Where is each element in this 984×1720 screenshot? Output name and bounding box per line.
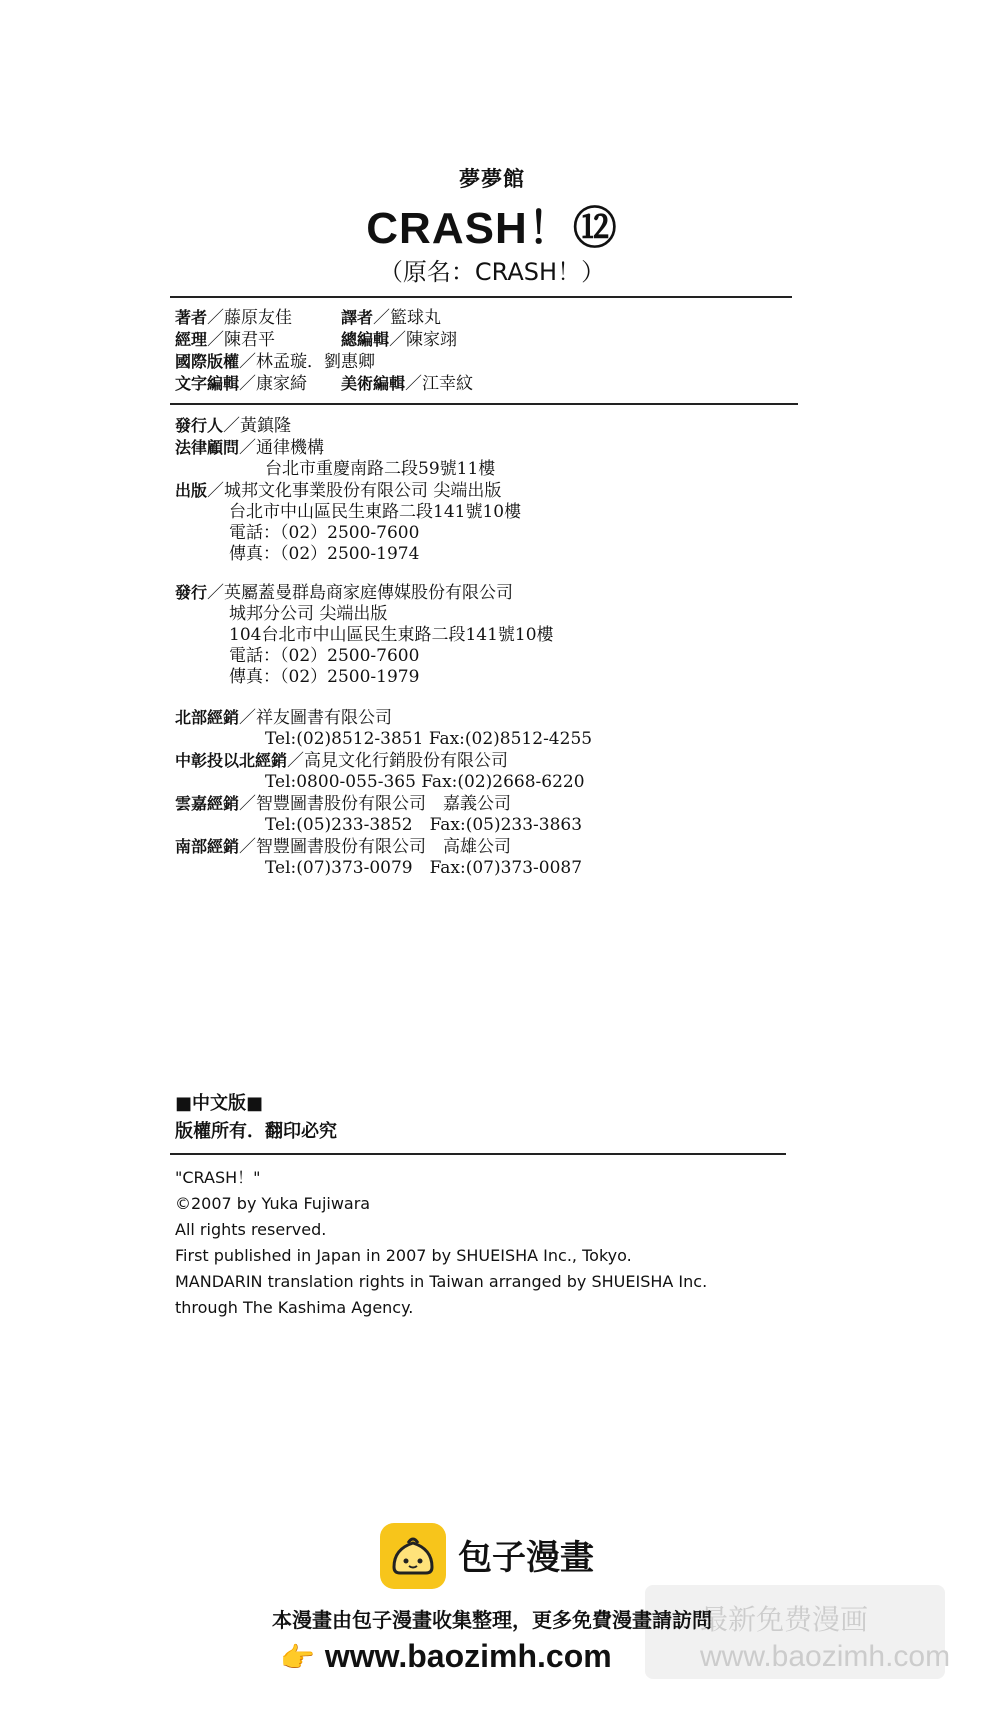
copyright-block bbox=[175, 1165, 707, 1321]
watermark-url: www.baozimh.com bbox=[700, 1640, 951, 1673]
press-address: 台北市中山區民生東路二段141號10樓 bbox=[229, 502, 522, 522]
copyright-line: First published in Japan in 2007 by SHUEISHA Inc., Tokyo. bbox=[175, 1246, 632, 1265]
staff-value: ／籃球丸 bbox=[373, 308, 442, 328]
dist-line2: 城邦分公司 尖端出版 bbox=[229, 604, 388, 624]
divider-middle bbox=[170, 403, 798, 405]
book-title: CRASH！⑫ bbox=[366, 204, 618, 253]
copyright-line: ©2007 by Yuka Fujiwara bbox=[175, 1194, 371, 1213]
distributor-contact: Tel:(02)8512-3851 Fax:(02)8512-4255 bbox=[265, 729, 593, 749]
staff-value: ／林孟璇．劉惠卿 bbox=[239, 352, 376, 372]
staff-row bbox=[175, 351, 473, 373]
staff-value: ／陳君平 bbox=[207, 330, 276, 350]
distributor-contact: Tel:(05)233-3852 Fax:(05)233-3863 bbox=[265, 815, 583, 835]
distributor-contact: Tel:0800-055-365 Fax:(02)2668-6220 bbox=[265, 772, 585, 792]
staff-label: 經理 bbox=[175, 330, 208, 349]
original-title: （原名：CRASH！） bbox=[378, 258, 606, 286]
staff-label: 文字編輯 bbox=[175, 374, 240, 393]
distribution-block bbox=[175, 582, 554, 688]
distributor-value: ／祥友圖書有限公司 bbox=[239, 708, 393, 728]
staff-label: 總編輯 bbox=[341, 330, 390, 349]
staff-value: ／藤原友佳 bbox=[207, 308, 293, 328]
distributor-label: 北部經銷 bbox=[175, 708, 240, 727]
publisher-value: ／黃鎮隆 bbox=[223, 416, 292, 436]
divider-bottom bbox=[170, 1153, 786, 1155]
copyright-line: MANDARIN translation rights in Taiwan arranged by SHUEISHA Inc. bbox=[175, 1272, 708, 1291]
footer-url-link[interactable]: www.baozimh.com bbox=[324, 1638, 612, 1674]
distributors-block bbox=[175, 707, 592, 879]
dist-label: 發行 bbox=[175, 583, 208, 602]
staff-row bbox=[175, 373, 473, 395]
copyright-line: through The Kashima Agency. bbox=[175, 1298, 414, 1317]
edition-line2: 版權所有．翻印必究 bbox=[175, 1121, 337, 1142]
distributor-contact: Tel:(07)373-0079 Fax:(07)373-0087 bbox=[265, 858, 583, 878]
watermark-text: 最新免费漫画 bbox=[700, 1603, 869, 1636]
dist-address: 104台北市中山區民生東路二段141號10樓 bbox=[229, 625, 554, 645]
dist-value: ／英屬蓋曼群島商家庭傳媒股份有限公司 bbox=[207, 583, 514, 603]
staff-label: 著者 bbox=[175, 308, 208, 327]
divider-top bbox=[170, 296, 792, 298]
distributor-value: ／高見文化行銷股份有限公司 bbox=[287, 751, 509, 771]
staff-value: ／江幸紋 bbox=[405, 374, 474, 394]
distributor-label: 南部經銷 bbox=[175, 837, 240, 856]
legal-label: 法律顧問 bbox=[175, 438, 240, 457]
press-fax: 傳真：（02）2500-1974 bbox=[229, 544, 420, 564]
legal-address: 台北市重慶南路二段59號11樓 bbox=[265, 459, 496, 479]
pointing-hand-icon: 👉 bbox=[280, 1642, 315, 1673]
distributor-label: 中彰投以北經銷 bbox=[175, 751, 288, 770]
staff-value: ／陳家翊 bbox=[389, 330, 458, 350]
distributor-row bbox=[175, 836, 592, 858]
footer-note: 本漫畫由包子漫畫收集整理，更多免費漫畫請訪問 bbox=[272, 1608, 712, 1632]
series-label: 夢夢館 bbox=[459, 167, 525, 191]
footer-url-row[interactable] bbox=[280, 1638, 612, 1675]
press-value: ／城邦文化事業股份有限公司 尖端出版 bbox=[207, 481, 502, 501]
distributor-row bbox=[175, 707, 592, 729]
staff-value: ／康家綺 bbox=[239, 374, 308, 394]
staff-row bbox=[175, 307, 473, 329]
copyright-line: "CRASH！" bbox=[175, 1168, 261, 1187]
dist-fax: 傳真：（02）2500-1979 bbox=[229, 667, 420, 687]
distributor-row bbox=[175, 750, 592, 772]
copyright-line: All rights reserved. bbox=[175, 1220, 327, 1239]
distributor-value: ／智豐圖書股份有限公司 高雄公司 bbox=[239, 837, 512, 857]
staff-label: 美術編輯 bbox=[341, 374, 406, 393]
dist-tel: 電話：（02）2500-7600 bbox=[229, 646, 420, 666]
press-tel: 電話：（02）2500-7600 bbox=[229, 523, 420, 543]
edition-line1: ■中文版■ bbox=[175, 1093, 264, 1114]
distributor-label: 雲嘉經銷 bbox=[175, 794, 240, 813]
staff-label: 國際版權 bbox=[175, 352, 240, 371]
staff-row bbox=[175, 329, 473, 351]
press-label: 出版 bbox=[175, 481, 208, 500]
distributor-value: ／智豐圖書股份有限公司 嘉義公司 bbox=[239, 794, 512, 814]
legal-value: ／通律機構 bbox=[239, 438, 325, 458]
staff-block bbox=[175, 307, 473, 395]
publisher-label: 發行人 bbox=[175, 416, 224, 435]
brand-name: 包子漫畫 bbox=[458, 1538, 594, 1578]
baozi-logo-icon bbox=[380, 1523, 446, 1589]
edition-block bbox=[175, 1090, 337, 1146]
publisher-block bbox=[175, 415, 521, 565]
staff-label: 譯者 bbox=[341, 308, 374, 327]
distributor-row bbox=[175, 793, 592, 815]
